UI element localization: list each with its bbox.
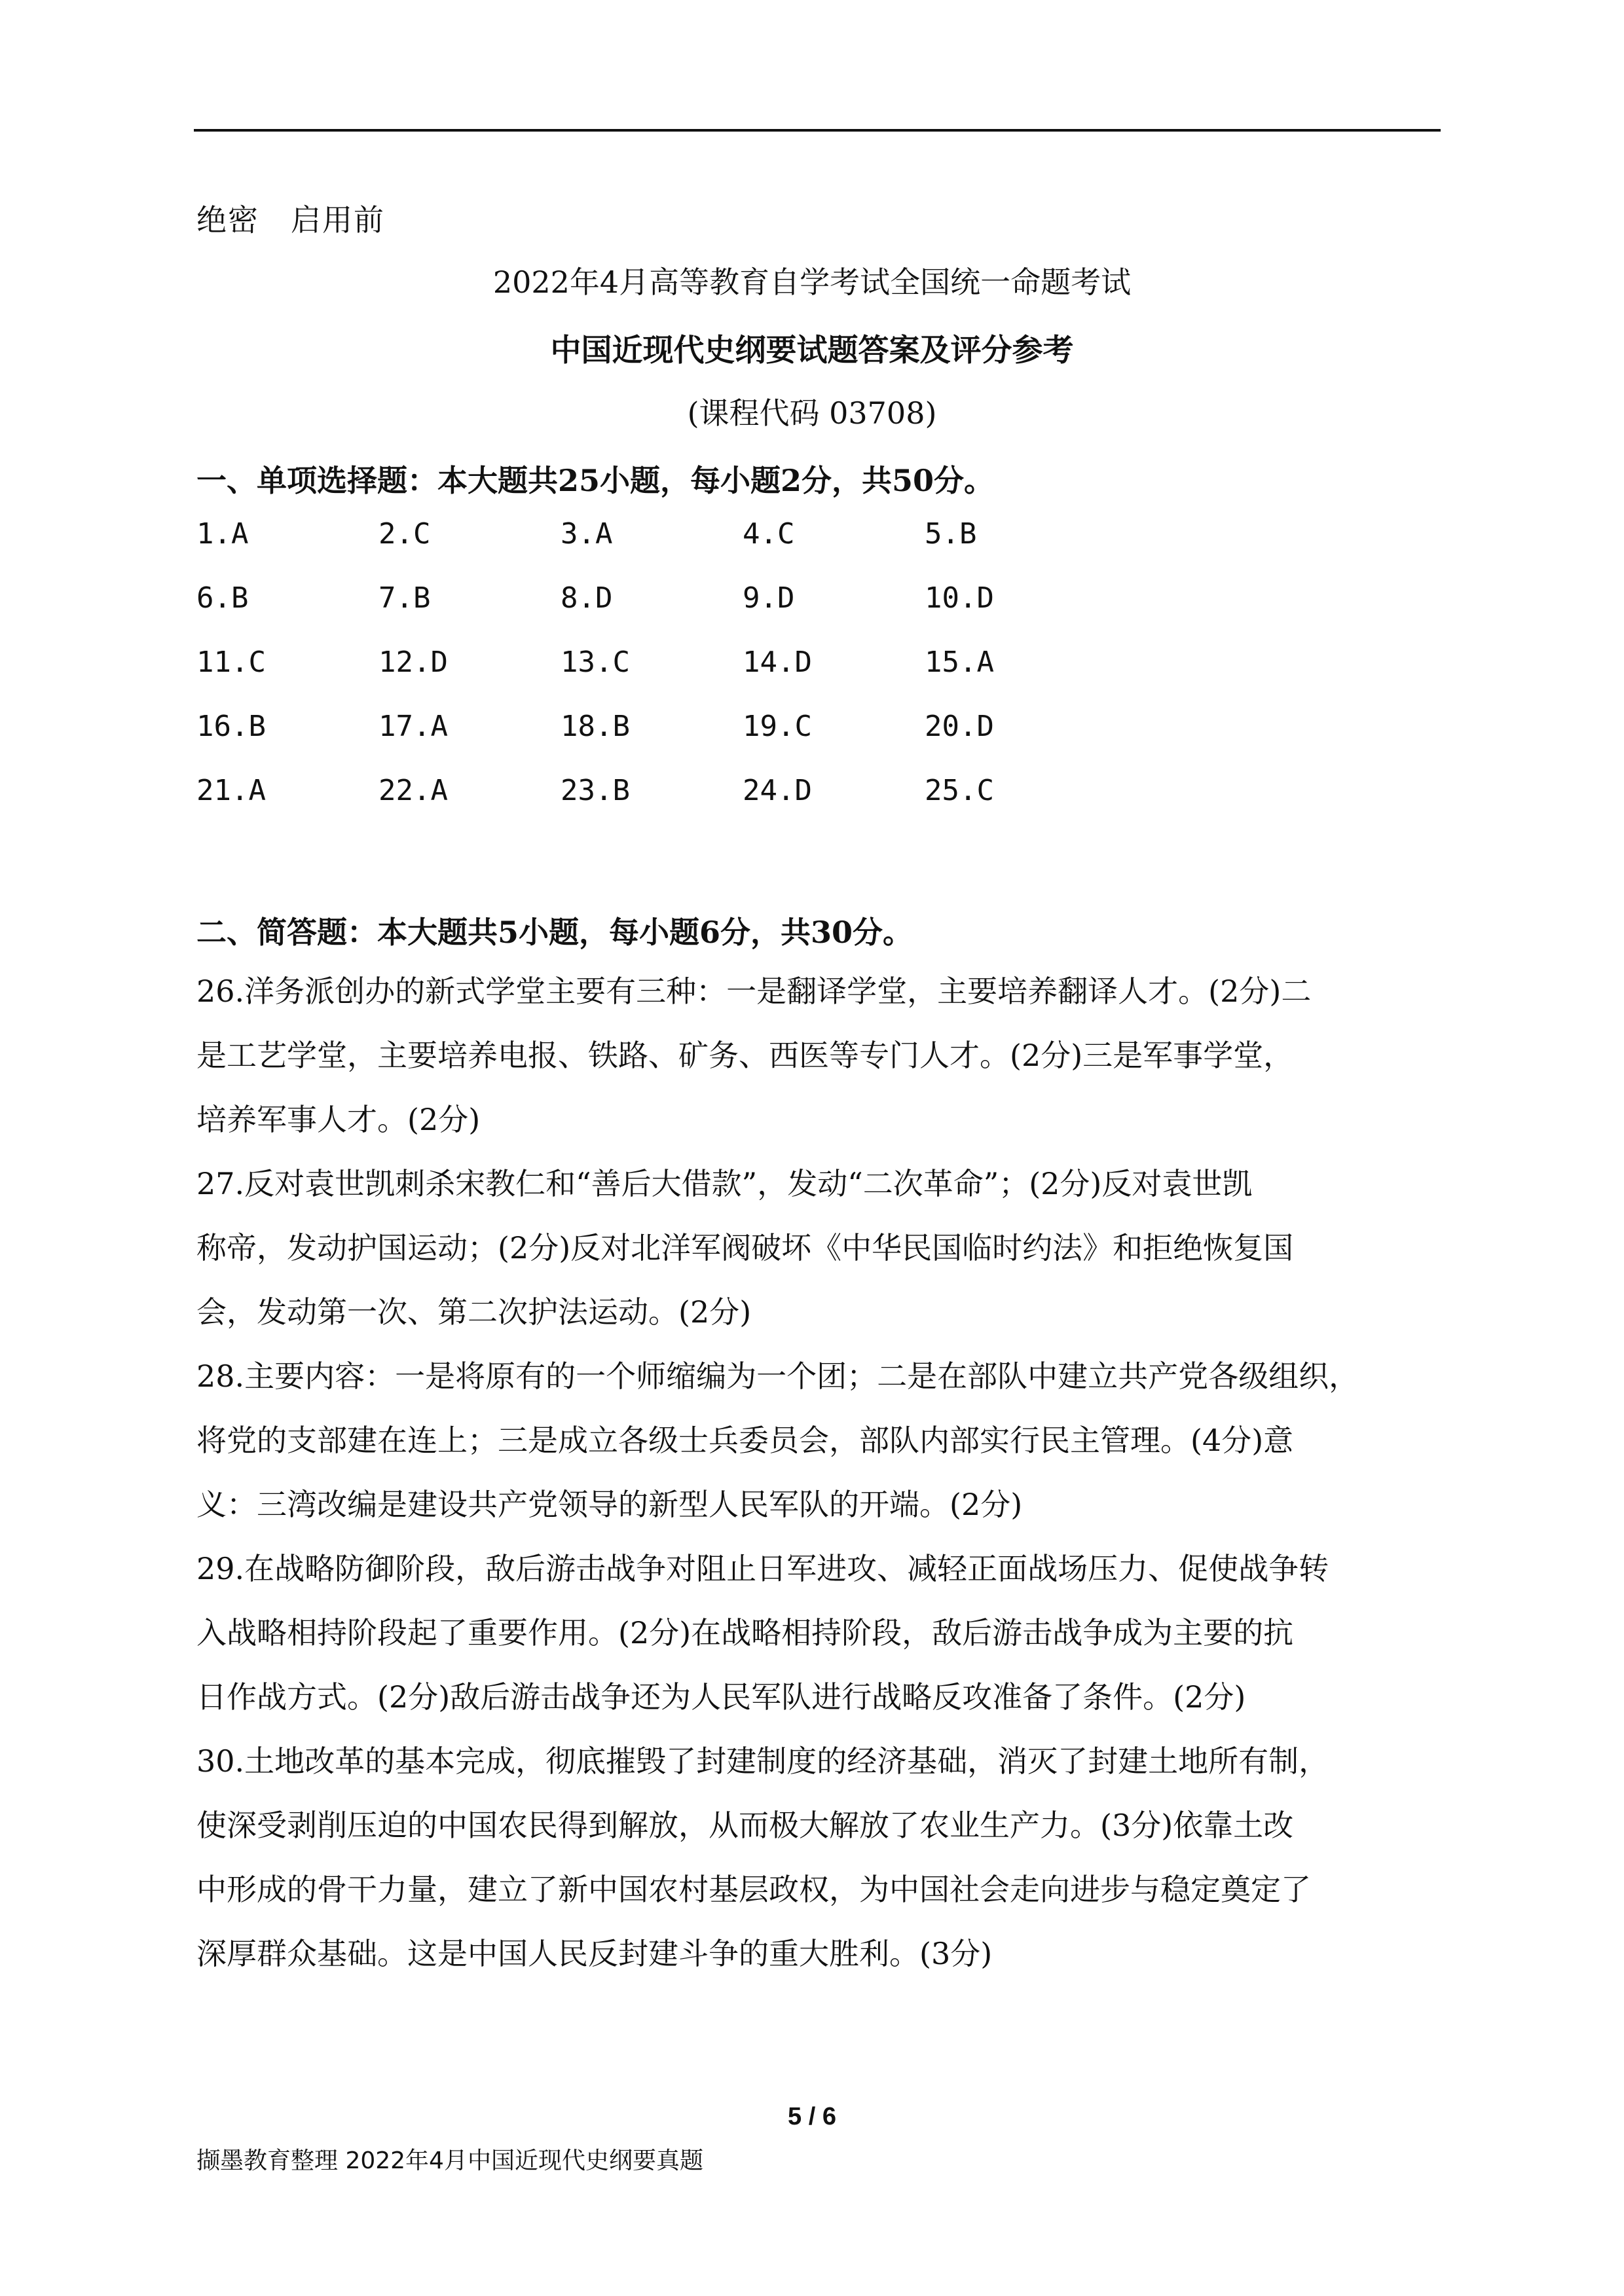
footer-note: 撷墨教育整理 2022年4月中国近现代史纲要真题 [196,2147,703,2174]
answer-item: 20.D [925,710,994,743]
answer-item: 3.A [561,517,613,551]
answer-item: 23.B [561,774,630,807]
exam-title: 2022年4月高等教育自学考试全国统一命题考试 [492,264,1132,300]
answer-item: 15.A [925,646,994,679]
answer-line: 30.土地改革的基本完成，彻底摧毁了封建制度的经济基础，消灭了封建土地所有制， [196,1743,1329,1779]
confidentiality-label: 绝密 启用前 [196,202,385,238]
answer-item: 11.C [196,646,266,679]
answer-line: 使深受剥削压迫的中国农民得到解放，从而极大解放了农业生产力。(3分)依靠土改 [196,1808,1294,1843]
answer-line: 27.反对袁世凯刺杀宋教仁和“善后大借款”，发动“二次革命”；(2分)反对袁世凯 [196,1166,1253,1201]
answer-item: 6.B [196,581,249,615]
course-code: (课程代码 03708) [687,395,937,431]
answer-line: 培养军事人才。(2分) [196,1102,481,1137]
answer-line: 28.主要内容：一是将原有的一个师缩编为一个团；二是在部队中建立共产党各级组织， [196,1358,1359,1394]
answer-item: 1.A [196,517,249,551]
answer-line: 将党的支部建在连上；三是成立各级士兵委员会，部队内部实行民主管理。(4分)意 [196,1423,1294,1458]
answer-item: 17.A [378,710,448,743]
answer-item: 4.C [743,517,795,551]
header-rule [194,129,1441,132]
answer-line: 26.洋务派创办的新式学堂主要有三种：一是翻译学堂，主要培养翻译人才。(2分)二 [196,974,1312,1009]
answer-line: 深厚群众基础。这是中国人民反封建斗争的重大胜利。(3分) [196,1936,993,1971]
answer-item: 24.D [743,774,812,807]
answer-line: 入战略相持阶段起了重要作用。(2分)在战略相持阶段，敌后游击战争成为主要的抗 [196,1615,1294,1650]
answer-line: 中形成的骨干力量，建立了新中国农村基层政权，为中国社会走向进步与稳定奠定了 [196,1872,1311,1907]
answer-line: 29.在战略防御阶段，敌后游击战争对阻止日军进攻、减轻正面战场压力、促使战争转 [196,1551,1329,1586]
answer-item: 8.D [561,581,613,615]
answer-item: 19.C [743,710,812,743]
answer-item: 5.B [925,517,977,551]
answer-item: 25.C [925,774,994,807]
answer-item: 14.D [743,646,812,679]
answer-item: 16.B [196,710,266,743]
answer-line: 是工艺学堂，主要培养电报、铁路、矿务、西医等专门人才。(2分)三是军事学堂， [196,1038,1294,1073]
answer-item: 12.D [378,646,448,679]
section1-heading: 一、单项选择题：本大题共25小题，每小题2分，共50分。 [196,463,995,498]
answer-line: 会，发动第一次、第二次护法运动。(2分) [196,1294,752,1330]
answer-line: 义：三湾改编是建设共产党领导的新型人民军队的开端。(2分) [196,1487,1023,1522]
section2-heading: 二、简答题：本大题共5小题，每小题6分，共30分。 [196,915,913,950]
answer-item: 10.D [925,581,994,615]
answer-item: 18.B [561,710,630,743]
short-answer-block [196,968,1441,1994]
answer-item: 21.A [196,774,266,807]
answer-line: 日作战方式。(2分)敌后游击战争还为人民军队进行战略反攻准备了条件。(2分) [196,1679,1246,1715]
paper-title: 中国近现代史纲要试题答案及评分参考 [550,333,1074,369]
answer-item: 2.C [378,517,431,551]
answer-line: 称帝，发动护国运动；(2分)反对北洋军阀破坏《中华民国临时约法》和拒绝恢复国 [196,1230,1294,1266]
answer-item: 9.D [743,581,795,615]
page-number: 5 / 6 [788,2103,836,2130]
answer-item: 13.C [561,646,630,679]
answer-item: 22.A [378,774,448,807]
answer-item: 7.B [378,581,431,615]
